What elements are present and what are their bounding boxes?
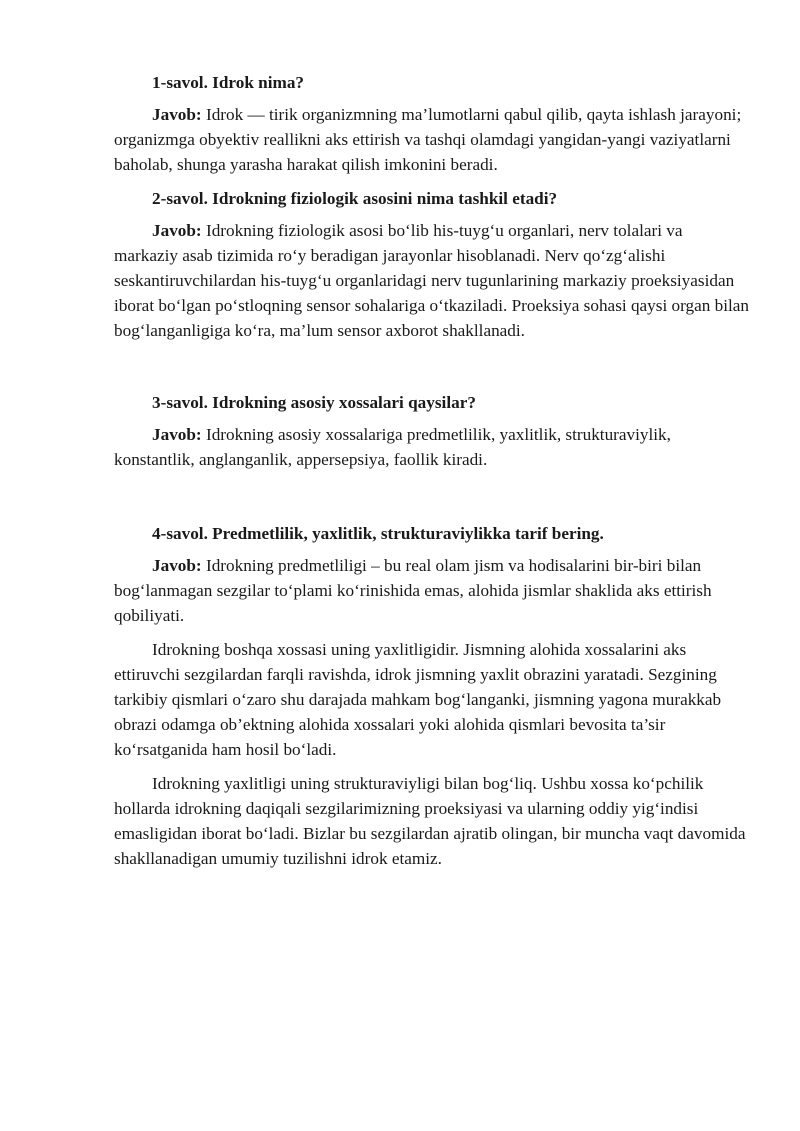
answer-1-text: Idrok — tirik organizmning ma’lumotlarni qabul qilib, qayta ishlash jarayoni; organizmga obyektiv reallikni aks ettirish va tashqi olamdagi yangidan-yangi vaziyatlarni baholab, shunga yarasha harakat qilish imkonini beradi. bbox=[114, 105, 742, 174]
answer-4-text: Idrokning predmetliligi – bu real olam jism va hodisalarini bir-biri bilan bog‘lanmagan sezgilar to‘plami ko‘rinishida emas, alohida jismlar shaklida aks ettirish qobiliyati. bbox=[114, 556, 712, 625]
answer-2-label: Javob: bbox=[152, 221, 202, 240]
body-paragraph-structure: Idrokning yaxlitligi uning strukturaviyligi bilan bog‘liq. Ushbu xossa ko‘pchilik hollarda idrokning daqiqali sezgilarimizning proeksiyasi va ularning oddiy yig‘indisi emasligidan iborat bo‘ladi. Bizlar bu sezgilardan ajratib olingan, bir muncha vaqt davomida shakllanadigan umumiy tuzilishni idrok etamiz. bbox=[114, 774, 746, 868]
question-2-heading: 2-savol. Idrokning fiziologik asosini nima tashkil etadi? bbox=[152, 189, 558, 208]
body-paragraph-wholeness: Idrokning boshqa xossasi uning yaxlitligidir. Jismning alohida xossalarini aks ettiruvchi sezgilardan farqli ravishda, idrok jismning yaxlit obrazini yaratadi. Sezgining tarkibiy qismlari o‘zaro shu darajada mahkam bog‘langanki, jismning yagona murakkab obrazi odamga ob’ektning alohida xossalari yoki alohida qismlari bevosita ta’sir ko‘rsatganida ham hosil bo‘ladi. bbox=[114, 640, 722, 759]
answer-3-label: Javob: bbox=[152, 425, 202, 444]
answer-2-text: Idrokning fiziologik asosi bo‘lib his-tuyg‘u organlari, nerv tolalari va markaziy asab tizimida ro‘y beradigan jarayonlar hisoblanadi. Nerv qo‘zg‘alishi seskantiruvchilardan his-tuyg‘u organlaridagi nerv tugunlarining markaziy proeksiyasidan iborat bo‘lgan po‘stloqning sensor sohalariga o‘tkaziladi. Proeksiya sohasi qaysi organ bilan bog‘langanligiga ko‘ra, ma’lum sensor axborot shakllanadi. bbox=[114, 221, 750, 340]
question-1-heading: 1-savol. Idrok nima? bbox=[152, 73, 305, 92]
document-page bbox=[114, 70, 750, 871]
answer-1-label: Javob: bbox=[152, 105, 202, 124]
answer-3-paragraph bbox=[114, 422, 750, 472]
answer-4-paragraph bbox=[114, 553, 750, 628]
question-4-heading: 4-savol. Predmetlilik, yaxlitlik, strukturaviylikka tarif bering. bbox=[152, 524, 604, 543]
answer-2-paragraph bbox=[114, 218, 750, 343]
question-3-heading: 3-savol. Idrokning asosiy xossalari qaysilar? bbox=[152, 393, 476, 412]
answer-1-paragraph bbox=[114, 102, 750, 177]
answer-4-label: Javob: bbox=[152, 556, 202, 575]
answer-3-text: Idrokning asosiy xossalariga predmetlilik, yaxlitlik, strukturaviylik, konstantlik, anglanganlik, appersepsiya, faollik kiradi. bbox=[114, 425, 671, 469]
